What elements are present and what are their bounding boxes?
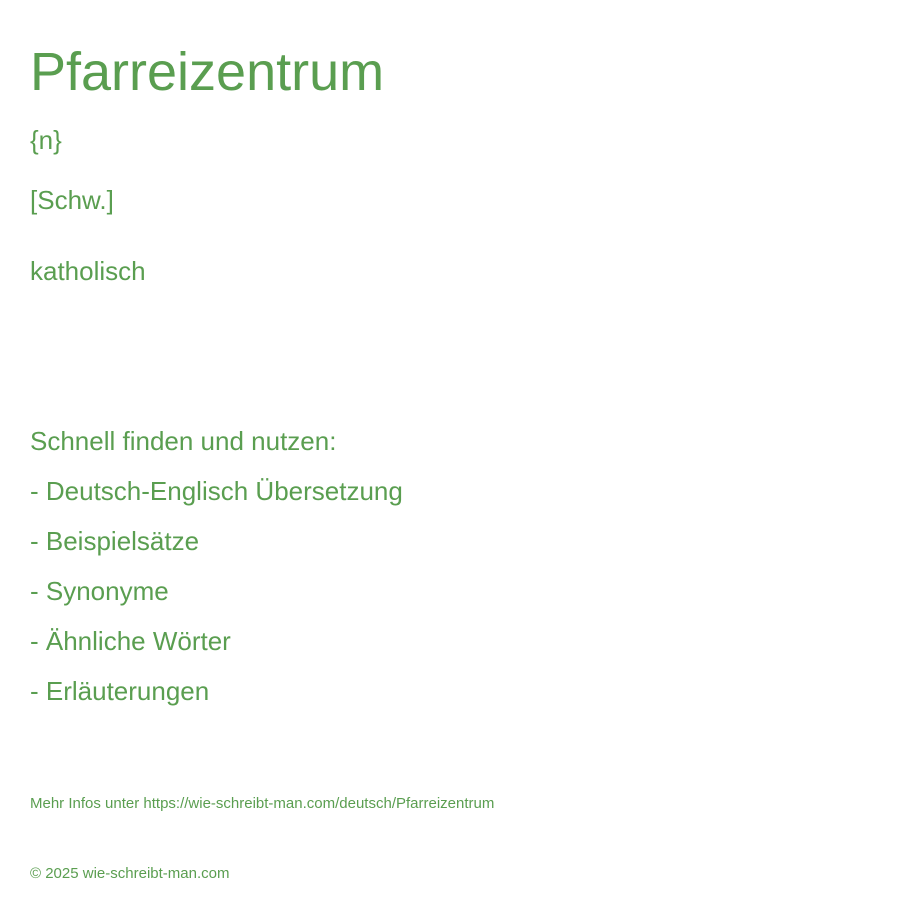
copyright-notice: © 2025 wie-schreibt-man.com bbox=[30, 865, 230, 882]
category-label: katholisch bbox=[30, 256, 146, 286]
feature-list bbox=[30, 476, 403, 726]
page-content bbox=[30, 0, 870, 900]
more-info-link: Mehr Infos unter https://wie-schreibt-man.com/deutsch/Pfarreizentrum bbox=[30, 795, 495, 812]
region-label: [Schw.] bbox=[30, 185, 114, 215]
feature-item-synonyms: - Synonyme bbox=[30, 576, 169, 606]
page-title: Pfarreizentrum bbox=[30, 42, 385, 102]
grammatical-gender: {n} bbox=[30, 125, 62, 155]
feature-item-explanations: - Erläuterungen bbox=[30, 676, 210, 706]
quick-find-heading: Schnell finden und nutzen: bbox=[30, 426, 337, 456]
feature-item-translation: - Deutsch-Englisch Übersetzung bbox=[30, 476, 403, 506]
feature-item-similar-words: - Ähnliche Wörter bbox=[30, 626, 231, 656]
feature-item-example-sentences: - Beispielsätze bbox=[30, 526, 200, 556]
